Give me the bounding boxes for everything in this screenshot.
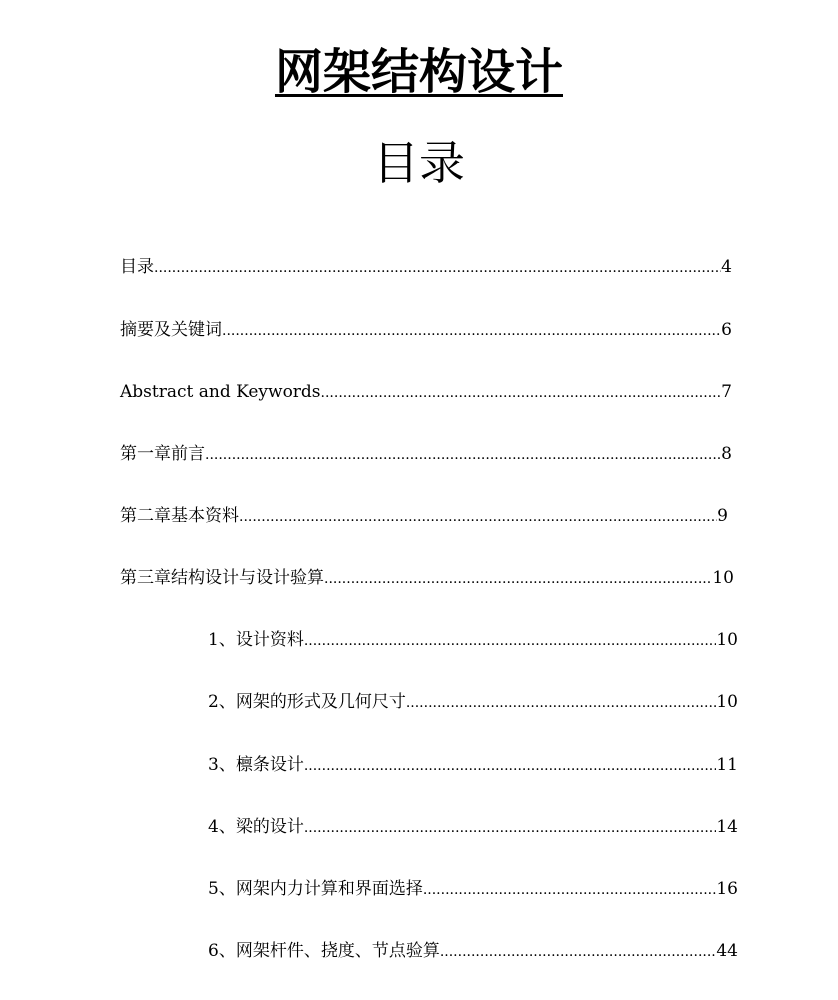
toc-entry-page: 10 [712,568,734,588]
toc-entry-label: 3、檩条设计 [208,755,304,775]
toc-entry-page: 10 [716,630,738,650]
toc-entry-chapter[interactable] [120,504,728,529]
toc-chapter-number: 第三章 [120,568,171,588]
toc-entry-label: 5、网架内力计算和界面选择 [208,879,423,899]
toc-entry-label: 1、设计资料 [208,630,304,650]
toc-entry-label: 4、梁的设计 [208,817,304,837]
toc-entry-page: 7 [721,382,732,402]
toc-dot-leader [321,381,722,405]
toc-chapter-number: 第二章 [120,506,171,526]
toc-entry-section[interactable] [208,628,738,653]
toc-entry-label: 结构设计与设计验算 [171,568,324,588]
toc-entry[interactable] [120,255,732,280]
toc-entry-label: 6、网架杆件、挠度、节点验算 [208,941,440,961]
toc-entry-label: 基本资料 [171,506,239,526]
toc-entry-chapter[interactable] [120,442,732,467]
toc-dot-leader [222,319,721,343]
toc-dot-leader [440,940,717,964]
toc-entry-page: 14 [716,817,738,837]
toc-entry-section[interactable] [208,815,738,840]
toc-entry-section[interactable] [208,690,738,715]
toc-entry-label: 2、网架的形式及几何尺寸 [208,692,406,712]
toc-dot-leader [239,505,717,529]
toc-entry-page: 44 [716,941,738,961]
toc-entry-section[interactable] [208,939,738,964]
toc-entry-page: 11 [716,755,738,775]
toc-entry[interactable] [120,380,732,405]
toc-entry[interactable] [120,318,732,343]
toc-entry-page: 4 [721,257,732,277]
toc-entry-page: 6 [721,320,732,340]
document-title-text: 网架结构设计 [274,44,563,100]
toc-dot-leader [154,256,721,280]
toc-dot-leader [304,629,717,653]
toc-heading: 目录 [373,136,465,190]
toc-entry-chapter[interactable] [120,566,734,591]
toc-chapter-number: 第一章 [120,444,171,464]
toc-entry-section[interactable] [208,877,738,902]
toc-entry-label: Abstract and Keywords [120,382,321,402]
toc-dot-leader [423,878,717,902]
toc-dot-leader [205,443,721,467]
toc-entry-label: 目录 [120,257,154,277]
toc-dot-leader [324,567,712,591]
toc-dot-leader [304,816,717,840]
toc-entry-page: 16 [716,879,738,899]
toc-entry-label: 摘要及关键词 [120,320,222,340]
toc-entry-label: 前言 [171,444,205,464]
toc-entry-page: 10 [716,692,738,712]
toc-entry-page: 8 [721,444,732,464]
toc-entry-page: 9 [717,506,728,526]
toc-dot-leader [406,691,717,715]
toc-dot-leader [304,754,717,778]
toc-entry-section[interactable] [208,753,738,778]
